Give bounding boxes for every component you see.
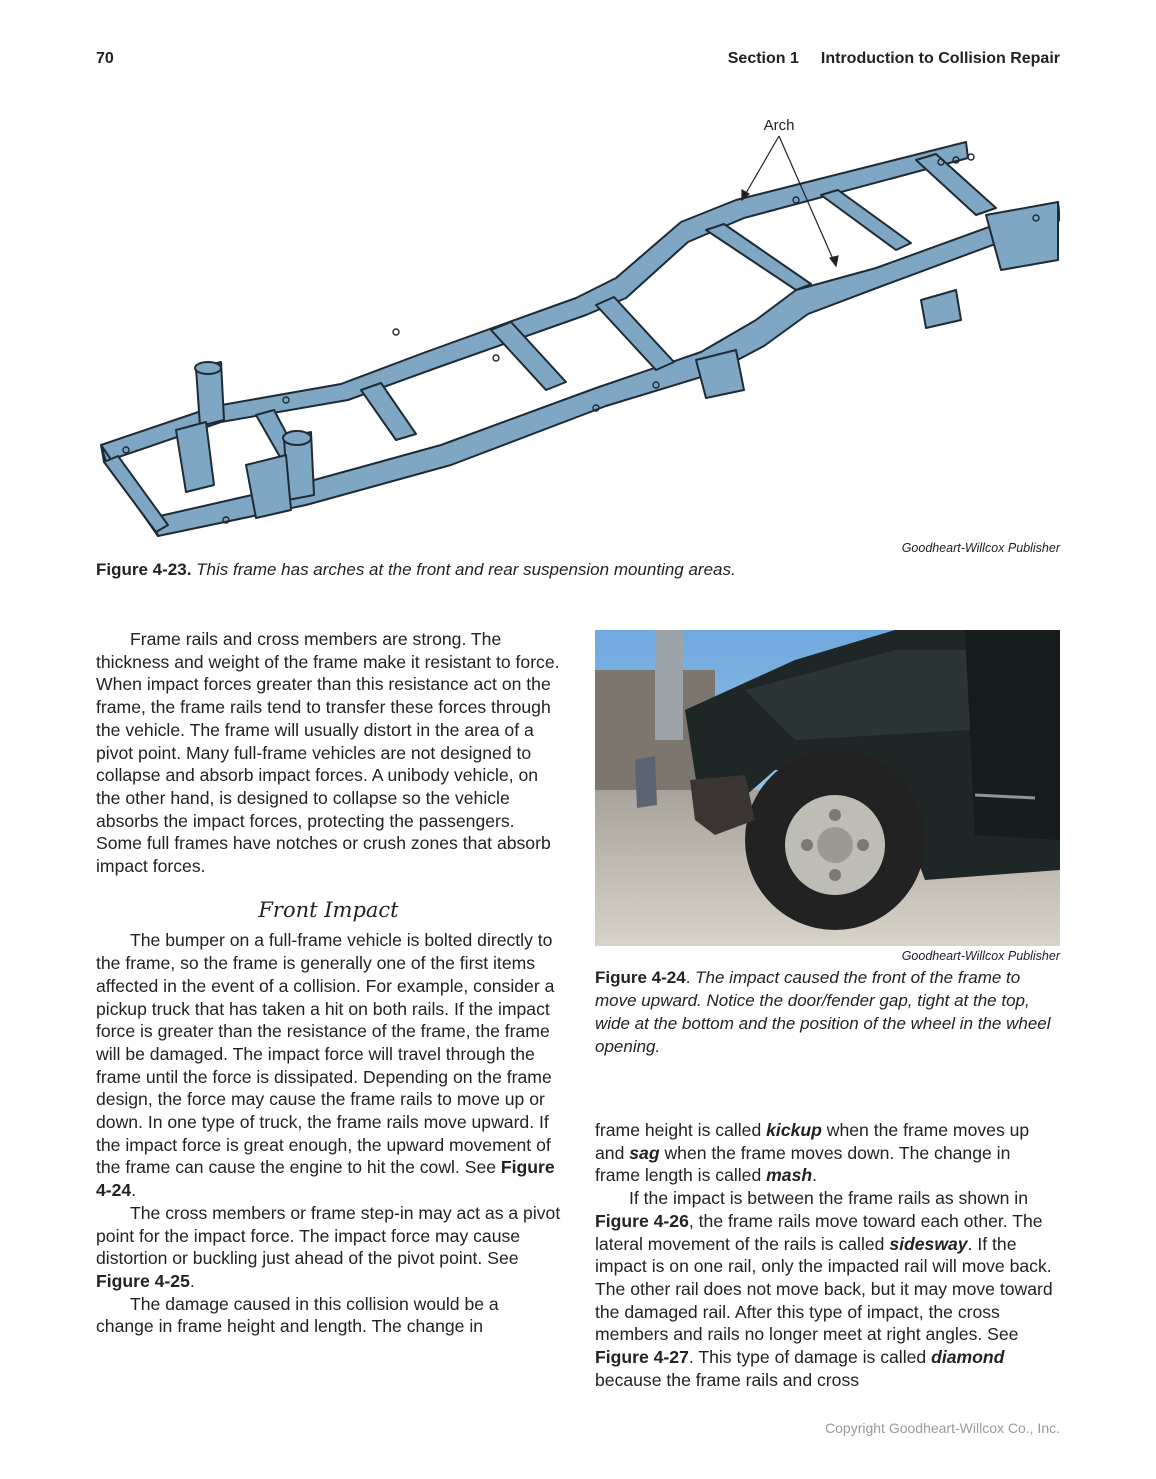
cross-member-6 [821, 190, 911, 250]
paragraph-kickup-sag-mash: frame height is called kickup when the frame moves up and sag when the frame moves down. The change in frame length is called mash. [595, 1120, 1030, 1186]
figure-4-23-caption-label: Figure 4-23. [96, 560, 192, 579]
figure-4-24-caption-label: Figure 4-24 [595, 968, 686, 987]
figure-4-23-credit: Goodheart-Willcox Publisher [901, 541, 1060, 555]
figure-4-23-caption [96, 558, 1060, 581]
damaged-truck-photo [595, 630, 1060, 946]
figure-ref-4-25[interactable]: Figure 4-25 [96, 1270, 190, 1291]
running-header [728, 50, 1060, 68]
page-number: 70 [96, 50, 114, 67]
figure-4-24-caption-text: The impact caused the front of the frame to move upward. Notice the door/fender gap, tight at the top, wide at the bottom and the position of the wheel in the wheel opening. [595, 968, 1051, 1056]
term-sag: sag [629, 1142, 660, 1163]
paragraph-cross-members: The cross members or frame step-in may act as a pivot point for the impact force. The impact force may cause distortion or buckling just ahead of the pivot point. See Figure 4-25. [96, 1202, 561, 1291]
copyright-footer: Copyright Goodheart-Willcox Co., Inc. [825, 1420, 1060, 1436]
figure-ref-4-27[interactable]: Figure 4-27 [595, 1347, 689, 1368]
section-label: Section 1 [727, 50, 799, 67]
figure-4-24-photo [595, 630, 1060, 946]
left-column [96, 628, 561, 1338]
paragraph-bumper: The bumper on a full-frame vehicle is bolted directly to the frame, so the frame is generally one of the first items affected in the event of a collision. For example, consider a pickup truck that has taken a hit on both rails. If the impact force is greater than the resistance of the frame, the frame will be damaged. The impact force will travel through the frame until the force is dissipated. Depending on the frame design, the force may cause the frame rails to move up or down. In one type of truck, the frame rails move upward. If the impact force is great enough, the upward movement of the frame can cause the engine to hit the cowl. See Figure 4-24. [96, 930, 555, 1201]
paragraph-sidesway-diamond: If the impact is between the frame rails as shown in Figure 4-26, the frame rails move toward each other. The lateral movement of the rails is called sidesway. If the impact is on one rail, only the impacted rail will move back. The other rail does not move back, but it may move toward the damaged rail. After this type of impact, the cross members and rails no longer meet at right angles. See Figure 4-27. This type of damage is called diamond because the frame rails and cross [595, 1188, 1053, 1390]
term-sidesway: sidesway [889, 1233, 968, 1254]
paragraph-frame-strength: Frame rails and cross members are strong. The thickness and weight of the frame make it resistant to force. When impact forces greater than this resistance act on the frame, the frame rails tend to transfer these forces through the vehicle. The frame will usually distort in the area of a pivot point. Many full-frame vehicles are not designed to collapse and absorb impact forces. A unibody vehicle, on the other hand, is designed to collapse so the vehicle absorbs the impact forces, protecting the passengers. Some full frames have notches or crush zones that absorb impact forces. [96, 629, 560, 877]
figure-4-24-caption: Figure 4-24. The impact caused the front of the frame to move upward. Notice the door/fender gap, tight at the top, wide at the bottom and the position of the wheel in the wheel opening. [595, 968, 1051, 1056]
term-diamond: diamond [931, 1347, 1005, 1368]
figure-4-23-illustration [96, 100, 1060, 540]
figure-4-24-credit: Goodheart-Willcox Publisher [901, 949, 1060, 963]
cross-member-2 [361, 383, 416, 440]
paragraph-damage-caused: The damage caused in this collision would be a change in frame height and length. The change in [96, 1293, 499, 1337]
term-mash: mash [766, 1165, 813, 1186]
figure-4-23-caption-text: This frame has arches at the front and rear suspension mounting areas. [196, 560, 736, 579]
right-column [595, 1119, 1060, 1391]
arch-callout-label: Arch [763, 117, 795, 134]
section-title: Introduction to Collision Repair [820, 50, 1060, 67]
term-kickup: kickup [766, 1120, 822, 1140]
figure-ref-4-24[interactable]: Figure 4-24 [96, 1157, 555, 1201]
cross-member-5 [706, 224, 811, 290]
figure-ref-4-26[interactable]: Figure 4-26 [595, 1210, 689, 1231]
cross-member-4 [596, 297, 674, 370]
section-heading-front-impact: Front Impact [258, 897, 399, 922]
truck-frame-drawing [96, 100, 1060, 540]
